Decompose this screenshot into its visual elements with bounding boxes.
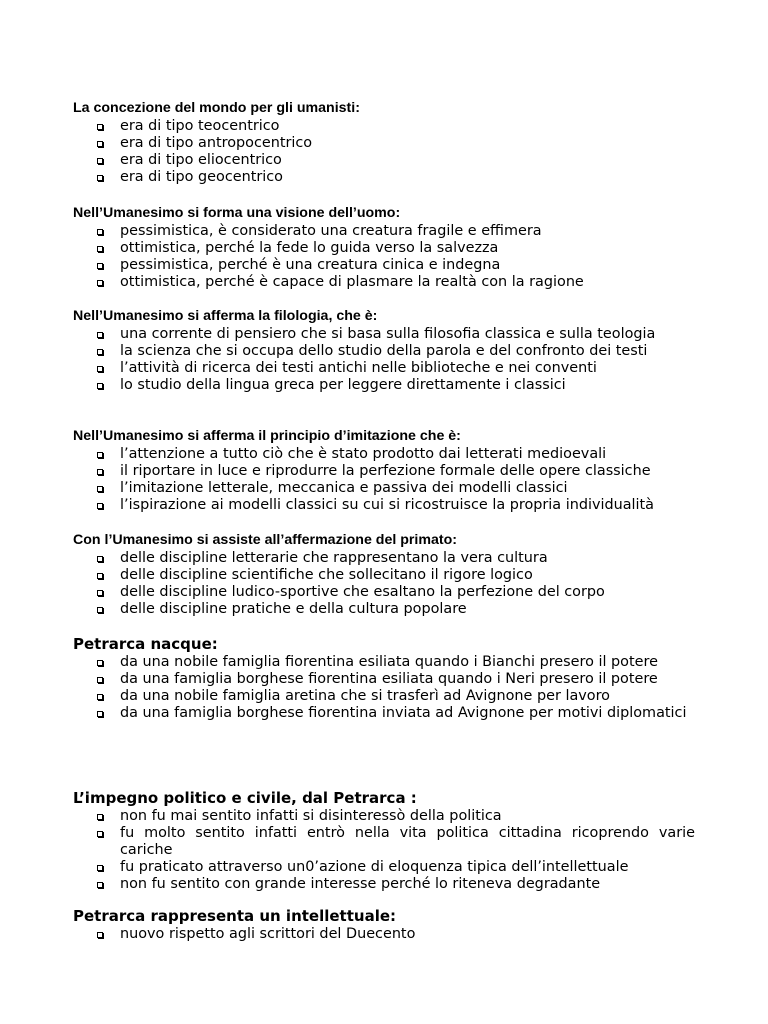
- option-list: [73, 654, 695, 722]
- option-text: fu molto sentito infatti entrò nella vita politica cittadina ricoprendo varie cariche: [120, 825, 695, 858]
- option-item[interactable]: [73, 705, 695, 722]
- checkbox-icon[interactable]: [97, 332, 103, 338]
- checkbox-icon[interactable]: [97, 366, 103, 372]
- option-text: lo studio della lingua greca per leggere direttamente i classici: [120, 377, 566, 393]
- option-text: era di tipo teocentrico: [120, 118, 280, 134]
- option-text: il riportare in luce e riprodurre la perfezione formale delle opere classiche: [120, 463, 651, 479]
- option-text: pessimistica, perché è una creatura cinica e indegna: [120, 257, 501, 273]
- option-item[interactable]: [73, 343, 695, 360]
- checkbox-icon[interactable]: [97, 452, 103, 458]
- checkbox-icon[interactable]: [97, 349, 103, 355]
- question-title: L’impegno politico e civile, dal Petrarca :: [73, 789, 417, 807]
- checkbox-icon[interactable]: [97, 383, 103, 389]
- question-title: Petrarca nacque:: [73, 635, 218, 653]
- option-item[interactable]: [73, 584, 695, 601]
- option-item[interactable]: [73, 688, 695, 705]
- option-text: una corrente di pensiero che si basa sulla filosofia classica e sulla teologia: [120, 326, 656, 342]
- option-text: era di tipo antropocentrico: [120, 135, 313, 151]
- question-6: [73, 635, 695, 722]
- checkbox-icon[interactable]: [97, 711, 103, 717]
- checkbox-icon[interactable]: [97, 607, 103, 613]
- question-1: [73, 100, 695, 186]
- question-2: [73, 205, 695, 291]
- checkbox-icon[interactable]: [97, 486, 103, 492]
- option-text: non fu mai sentito infatti si disinteressò della politica: [120, 808, 502, 824]
- option-item[interactable]: [73, 671, 695, 688]
- option-text: era di tipo geocentrico: [120, 169, 283, 185]
- checkbox-icon[interactable]: [97, 882, 103, 888]
- checkbox-icon[interactable]: [97, 124, 103, 130]
- question-3: [73, 308, 695, 394]
- option-text: da una nobile famiglia fiorentina esiliata quando i Bianchi presero il potere: [120, 654, 658, 670]
- question-title: Nell’Umanesimo si afferma il principio d’imitazione che è:: [73, 428, 461, 444]
- option-text: ottimistica, perché la fede lo guida verso la salvezza: [120, 240, 499, 256]
- option-item[interactable]: [73, 463, 695, 480]
- option-text: l’attenzione a tutto ciò che è stato prodotto dai letterati medioevali: [120, 446, 607, 462]
- option-text: l’imitazione letterale, meccanica e passiva dei modelli classici: [120, 480, 568, 496]
- option-list: [73, 808, 695, 893]
- checkbox-icon[interactable]: [97, 677, 103, 683]
- option-text: da una famiglia borghese fiorentina esiliata quando i Neri presero il potere: [120, 671, 658, 687]
- option-item[interactable]: [73, 326, 695, 343]
- option-item[interactable]: [73, 274, 695, 291]
- option-text: non fu sentito con grande interesse perché lo riteneva degradante: [120, 876, 601, 892]
- option-list: [73, 926, 695, 943]
- option-item[interactable]: [73, 825, 695, 859]
- option-item[interactable]: [73, 926, 695, 943]
- checkbox-icon[interactable]: [97, 660, 103, 666]
- option-text: delle discipline scientifiche che sollecitano il rigore logico: [120, 567, 533, 583]
- option-item[interactable]: [73, 118, 695, 135]
- checkbox-icon[interactable]: [97, 229, 103, 235]
- checkbox-icon[interactable]: [97, 175, 103, 181]
- question-title: Petrarca rappresenta un intellettuale:: [73, 907, 397, 925]
- option-list: [73, 223, 695, 291]
- question-title: La concezione del mondo per gli umanisti:: [73, 100, 360, 116]
- checkbox-icon[interactable]: [97, 932, 103, 938]
- option-item[interactable]: [73, 240, 695, 257]
- checkbox-icon[interactable]: [97, 141, 103, 147]
- option-text: la scienza che si occupa dello studio della parola e del confronto dei testi: [120, 343, 648, 359]
- option-item[interactable]: [73, 257, 695, 274]
- option-text: delle discipline letterarie che rappresentano la vera cultura: [120, 550, 548, 566]
- option-item[interactable]: [73, 360, 695, 377]
- option-item[interactable]: [73, 876, 695, 893]
- option-list: [73, 326, 695, 394]
- option-item[interactable]: [73, 497, 695, 514]
- question-7: [73, 789, 695, 893]
- checkbox-icon[interactable]: [97, 503, 103, 509]
- checkbox-icon[interactable]: [97, 590, 103, 596]
- option-item[interactable]: [73, 480, 695, 497]
- option-text: ottimistica, perché è capace di plasmare la realtà con la ragione: [120, 274, 584, 290]
- option-text: fu praticato attraverso un0’azione di eloquenza tipica dell’intellettuale: [120, 859, 629, 875]
- option-list: [73, 118, 695, 186]
- checkbox-icon[interactable]: [97, 573, 103, 579]
- checkbox-icon[interactable]: [97, 831, 103, 837]
- option-item[interactable]: [73, 223, 695, 240]
- checkbox-icon[interactable]: [97, 469, 103, 475]
- question-4: [73, 428, 695, 514]
- option-item[interactable]: [73, 446, 695, 463]
- question-5: [73, 532, 695, 618]
- option-text: delle discipline ludico-sportive che esaltano la perfezione del corpo: [120, 584, 605, 600]
- option-text: l’attività di ricerca dei testi antichi nelle biblioteche e nei conventi: [120, 360, 597, 376]
- option-item[interactable]: [73, 550, 695, 567]
- option-text: pessimistica, è considerato una creatura fragile e effimera: [120, 223, 542, 239]
- option-text: l’ispirazione ai modelli classici su cui si ricostruisce la propria individualità: [120, 497, 654, 513]
- question-title: Con l’Umanesimo si assiste all’affermazione del primato:: [73, 532, 457, 548]
- option-item[interactable]: [73, 601, 695, 618]
- option-item[interactable]: [73, 135, 695, 152]
- checkbox-icon[interactable]: [97, 280, 103, 286]
- option-item[interactable]: [73, 169, 695, 186]
- option-item[interactable]: [73, 808, 695, 825]
- option-list: [73, 550, 695, 618]
- option-text: delle discipline pratiche e della cultura popolare: [120, 601, 467, 617]
- option-text: da una famiglia borghese fiorentina inviata ad Avignone per motivi diplomatici: [120, 705, 687, 721]
- question-8: [73, 907, 695, 943]
- option-text: nuovo rispetto agli scrittori del Duecento: [120, 926, 416, 942]
- option-list: [73, 446, 695, 514]
- question-title: Nell’Umanesimo si afferma la filologia, che è:: [73, 308, 378, 324]
- option-text: era di tipo eliocentrico: [120, 152, 282, 168]
- checkbox-icon[interactable]: [97, 556, 103, 562]
- checkbox-icon[interactable]: [97, 263, 103, 269]
- option-item[interactable]: [73, 567, 695, 584]
- checkbox-icon[interactable]: [97, 246, 103, 252]
- checkbox-icon[interactable]: [97, 865, 103, 871]
- option-item[interactable]: [73, 377, 695, 394]
- option-item[interactable]: [73, 654, 695, 671]
- checkbox-icon[interactable]: [97, 694, 103, 700]
- question-title: Nell’Umanesimo si forma una visione dell’uomo:: [73, 205, 401, 221]
- option-text: da una nobile famiglia aretina che si trasferì ad Avignone per lavoro: [120, 688, 610, 704]
- checkbox-icon[interactable]: [97, 158, 103, 164]
- option-item[interactable]: [73, 859, 695, 876]
- option-item[interactable]: [73, 152, 695, 169]
- checkbox-icon[interactable]: [97, 814, 103, 820]
